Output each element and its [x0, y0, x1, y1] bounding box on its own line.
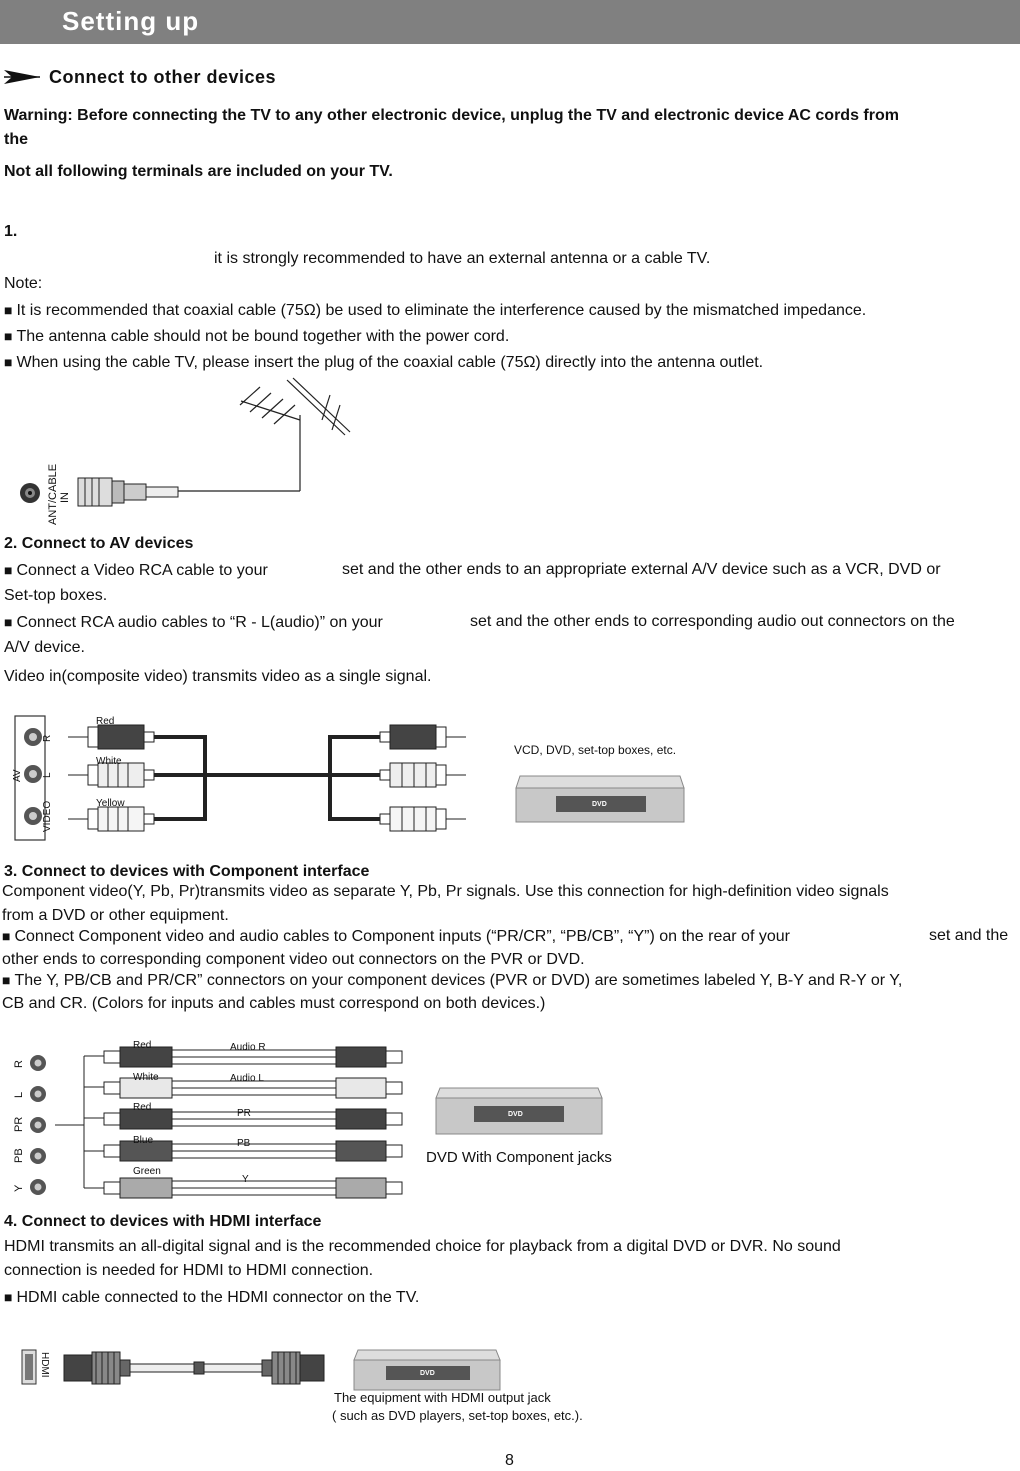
s3-p1b: from a DVD or other equipment.: [2, 907, 229, 924]
s3-bullet-2b: CB and CR. (Colors for inputs and cables must correspond on both devices.): [2, 995, 546, 1012]
note-label: Note:: [4, 275, 43, 292]
label-white: White: [96, 756, 122, 767]
coax-plug: [78, 478, 178, 506]
cable-color: Red: [133, 1040, 152, 1051]
s2-paragraph: Video in(composite video) transmits video as a single signal.: [4, 668, 432, 685]
component-diagram: [0, 1036, 660, 1206]
s2-bullet-1a: ■ Connect a Video RCA cable to your: [4, 560, 268, 581]
label-red: Red: [96, 716, 115, 727]
hdmi-cable: [64, 1352, 324, 1384]
s3-heading: 3. Connect to devices with Component interface: [4, 863, 370, 880]
s4-heading: 4. Connect to devices with HDMI interface: [4, 1213, 322, 1230]
page-title: Setting up: [62, 6, 200, 36]
jack-video-label: VIDEO: [42, 800, 53, 832]
dvd-logo: DVD: [508, 1111, 523, 1118]
jack-label: PR: [13, 1116, 25, 1132]
note-item: ■ When using the cable TV, please insert the plug of the coaxial cable (75Ω) directly into the antenna outlet.: [4, 352, 763, 373]
jack-label: Y: [13, 1184, 25, 1192]
cable-color: Red: [133, 1102, 152, 1113]
page-number: 8: [505, 1452, 514, 1469]
av-diagram: [0, 708, 720, 848]
dvd-logo: DVD: [420, 1370, 435, 1377]
signal-label: PR: [237, 1108, 251, 1119]
rca-plug-red: [68, 725, 154, 749]
antenna-icon: [178, 378, 350, 491]
cable-color: White: [133, 1072, 159, 1083]
s2-heading: 2. Connect to AV devices: [4, 535, 194, 552]
s4-bullet-1: ■ HDMI cable connected to the HDMI connector on the TV.: [4, 1287, 419, 1308]
ant-jack-label-2: IN: [59, 492, 71, 503]
component-jacks: [30, 1055, 46, 1195]
rca-plug-yellow: [68, 807, 154, 831]
s2-bullet-1b: set and the other ends to an appropriate external A/V device such as a VCR, DVD or: [342, 561, 941, 578]
s1-text: it is strongly recommended to have an external antenna or a cable TV.: [214, 250, 711, 267]
signal-label: Audio R: [230, 1042, 266, 1053]
av-device-caption: VCD, DVD, set-top boxes, etc.: [514, 743, 677, 757]
s2-bullet-2a: ■ Connect RCA audio cables to “R - L(audio)” on your: [4, 612, 383, 633]
s3-bullet-1b: set and the: [929, 927, 1009, 944]
ant-jack-label-1: ANT/CABLE: [47, 463, 59, 525]
av-cables: [154, 737, 380, 819]
s2-bullet-1c: Set-top boxes.: [4, 587, 108, 604]
hdmi-caption-1: The equipment with HDMI output jack: [334, 1390, 551, 1405]
signal-label: PB: [237, 1138, 251, 1149]
s3-bullet-2a: ■ The Y, PB/CB and PR/CR” connectors on your component devices (PVR or DVD) are sometimes labeled Y, B-Y and R-Y or Y,: [2, 970, 902, 991]
section-heading: Connect to other devices: [49, 67, 277, 87]
dvd-player-icon: [436, 1088, 602, 1134]
warning-line-1: Warning: Before connecting the TV to any other electronic device, unplug the TV and electronic device AC cords from: [4, 107, 899, 124]
hdmi-caption-2: ( such as DVD players, set-top boxes, etc.).: [332, 1408, 583, 1423]
hdmi-port-label: HDMI: [39, 1352, 50, 1378]
s3-bullet-1c: other ends to corresponding component video out connectors on the PVR or DVD.: [2, 951, 585, 968]
dvd-logo: DVD: [592, 801, 607, 808]
not-all-note: Not all following terminals are included on your TV.: [4, 163, 393, 180]
s4-p1: HDMI transmits an all-digital signal and is the recommended choice for playback from a digital DVD or DVR. No sound: [4, 1238, 841, 1255]
ant-jack: [20, 483, 40, 503]
warning-line-2: the: [4, 131, 28, 148]
av-jacks: [24, 728, 42, 825]
rca-plugs-right: [380, 725, 466, 831]
jack-r-label: R: [42, 734, 53, 742]
jack-label: PB: [13, 1148, 25, 1163]
dvd-player-icon: [354, 1350, 500, 1390]
s4-p2: connection is needed for HDMI to HDMI connection.: [4, 1262, 374, 1279]
component-device-caption: DVD With Component jacks: [426, 1149, 612, 1166]
av-panel-label: AV: [12, 769, 23, 782]
arrow-icon: [4, 68, 40, 86]
s1-number: 1.: [4, 223, 18, 240]
cable-color: Blue: [133, 1135, 154, 1146]
antenna-diagram: [0, 375, 380, 535]
s2-bullet-2c: A/V device.: [4, 639, 85, 656]
jack-label: L: [13, 1091, 25, 1098]
signal-label: Y: [242, 1174, 249, 1185]
note-item: ■ It is recommended that coaxial cable (75Ω) be used to eliminate the interference caused by the mismatched impedance.: [4, 300, 866, 321]
s2-bullet-2b: set and the other ends to corresponding audio out connectors on the: [470, 613, 955, 630]
s3-p1a: Component video(Y, Pb, Pr)transmits video as separate Y, Pb, Pr signals. Use this connection for high-definition video signals: [2, 883, 889, 900]
s3-bullet-1a: ■ Connect Component video and audio cables to Component inputs (“PR/CR”, “PB/CB”, “Y”) on the rear of your: [2, 926, 790, 947]
cable-color: Green: [133, 1166, 161, 1177]
jack-label: R: [13, 1060, 25, 1068]
dvd-player-icon: [516, 776, 684, 822]
label-yellow: Yellow: [96, 798, 125, 809]
jack-l-label: L: [42, 772, 53, 778]
note-item: ■ The antenna cable should not be bound together with the power cord.: [4, 326, 509, 347]
signal-label: Audio L: [230, 1073, 264, 1084]
